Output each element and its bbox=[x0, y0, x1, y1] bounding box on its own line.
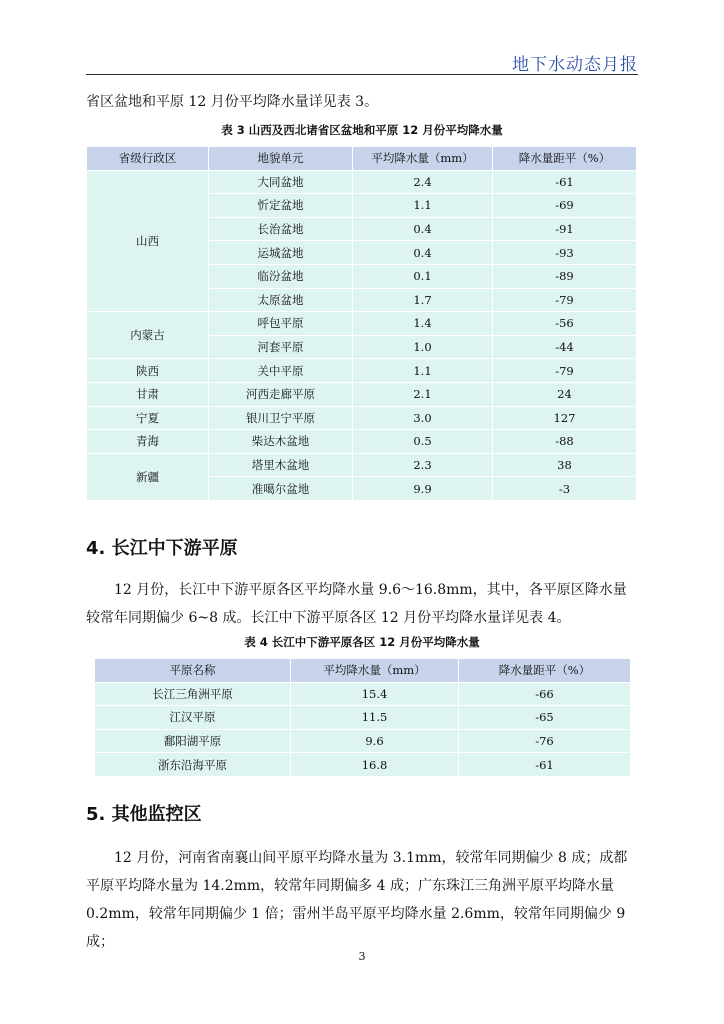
table4-header-row bbox=[95, 659, 631, 683]
province-cell: 宁夏 bbox=[87, 406, 209, 430]
anomaly-cell: -61 bbox=[459, 753, 631, 777]
anomaly-cell: -79 bbox=[493, 288, 637, 312]
page-number: 3 bbox=[358, 950, 366, 963]
table3-caption: 表 3 山西及西北诸省区盆地和平原 12 月份平均降水量 bbox=[221, 123, 503, 137]
table-row bbox=[95, 706, 631, 730]
anomaly-cell: -69 bbox=[493, 194, 637, 218]
column-header: 降水量距平（%） bbox=[493, 147, 637, 171]
plain-name-cell: 浙东沿海平原 bbox=[95, 753, 291, 777]
anomaly-cell: -88 bbox=[493, 430, 637, 454]
anomaly-cell: 24 bbox=[493, 382, 637, 406]
plain-name-cell: 长江三角洲平原 bbox=[95, 682, 291, 706]
column-header: 平原名称 bbox=[95, 659, 291, 683]
anomaly-cell: -76 bbox=[459, 729, 631, 753]
section4-title: 4. 长江中下游平原 bbox=[86, 538, 238, 559]
anomaly-cell: 38 bbox=[493, 453, 637, 477]
table-row bbox=[95, 753, 631, 777]
intro-paragraph: 省区盆地和平原 12 月份平均降水量详见表 3。 bbox=[86, 94, 379, 110]
header-title: 地下水动态月报 bbox=[512, 55, 638, 75]
header-divider bbox=[86, 74, 638, 75]
precip-cell: 16.8 bbox=[291, 753, 459, 777]
table-row bbox=[87, 453, 637, 477]
column-header: 平均降水量（mm） bbox=[353, 147, 493, 171]
unit-cell: 呼包平原 bbox=[209, 312, 353, 336]
precip-cell: 0.5 bbox=[353, 430, 493, 454]
precip-cell: 0.1 bbox=[353, 264, 493, 288]
province-cell: 内蒙古 bbox=[87, 312, 209, 359]
table3 bbox=[86, 146, 637, 501]
unit-cell: 临汾盆地 bbox=[209, 264, 353, 288]
precip-cell: 2.4 bbox=[353, 170, 493, 194]
precip-cell: 15.4 bbox=[291, 682, 459, 706]
table-row bbox=[87, 382, 637, 406]
section5-paragraph: 12 月份，河南省南襄山间平原平均降水量为 3.1mm，较常年同期偏少 8 成；成都平原平均降水量为 14.2mm，较常年同期偏多 4 成；广东珠江三角洲平原平均降水量 0.2mm，较常年同期偏少 1 倍；雷州半岛平原平均降水量 2.6mm，较常年同期偏少 9 成； bbox=[86, 850, 628, 950]
unit-cell: 塔里木盆地 bbox=[209, 453, 353, 477]
precip-cell: 3.0 bbox=[353, 406, 493, 430]
table-row bbox=[87, 406, 637, 430]
unit-cell: 银川卫宁平原 bbox=[209, 406, 353, 430]
unit-cell: 长治盆地 bbox=[209, 217, 353, 241]
anomaly-cell: -65 bbox=[459, 706, 631, 730]
precip-cell: 1.7 bbox=[353, 288, 493, 312]
unit-cell: 太原盆地 bbox=[209, 288, 353, 312]
column-header: 平均降水量（mm） bbox=[291, 659, 459, 683]
precip-cell: 9.9 bbox=[353, 477, 493, 501]
precip-cell: 1.1 bbox=[353, 194, 493, 218]
unit-cell: 河西走廊平原 bbox=[209, 382, 353, 406]
precip-cell: 11.5 bbox=[291, 706, 459, 730]
table-row bbox=[87, 170, 637, 194]
precip-cell: 0.4 bbox=[353, 241, 493, 265]
precip-cell: 0.4 bbox=[353, 217, 493, 241]
unit-cell: 准噶尔盆地 bbox=[209, 477, 353, 501]
precip-cell: 1.1 bbox=[353, 359, 493, 383]
table-row bbox=[95, 682, 631, 706]
table-row bbox=[95, 729, 631, 753]
plain-name-cell: 江汉平原 bbox=[95, 706, 291, 730]
table-row bbox=[87, 359, 637, 383]
precip-cell: 1.0 bbox=[353, 335, 493, 359]
section4-paragraph: 12 月份，长江中下游平原各区平均降水量 9.6～16.8mm，其中，各平原区降水量较常年同期偏少 6~8 成。长江中下游平原各区 12 月份平均降水量详见表 4。 bbox=[86, 582, 627, 626]
province-cell: 甘肃 bbox=[87, 382, 209, 406]
anomaly-cell: -93 bbox=[493, 241, 637, 265]
column-header: 地貌单元 bbox=[209, 147, 353, 171]
province-cell: 新疆 bbox=[87, 453, 209, 500]
anomaly-cell: -56 bbox=[493, 312, 637, 336]
unit-cell: 忻定盆地 bbox=[209, 194, 353, 218]
anomaly-cell: -61 bbox=[493, 170, 637, 194]
unit-cell: 大同盆地 bbox=[209, 170, 353, 194]
anomaly-cell: -79 bbox=[493, 359, 637, 383]
table4-caption: 表 4 长江中下游平原各区 12 月份平均降水量 bbox=[244, 635, 480, 649]
anomaly-cell: -91 bbox=[493, 217, 637, 241]
table3-header-row bbox=[87, 147, 637, 171]
province-cell: 山西 bbox=[87, 170, 209, 312]
precip-cell: 2.1 bbox=[353, 382, 493, 406]
unit-cell: 河套平原 bbox=[209, 335, 353, 359]
table4 bbox=[94, 658, 631, 777]
anomaly-cell: -66 bbox=[459, 682, 631, 706]
anomaly-cell: 127 bbox=[493, 406, 637, 430]
table-row bbox=[87, 312, 637, 336]
section5-title: 5. 其他监控区 bbox=[86, 804, 202, 825]
unit-cell: 关中平原 bbox=[209, 359, 353, 383]
province-cell: 陕西 bbox=[87, 359, 209, 383]
unit-cell: 运城盆地 bbox=[209, 241, 353, 265]
anomaly-cell: -89 bbox=[493, 264, 637, 288]
precip-cell: 1.4 bbox=[353, 312, 493, 336]
column-header: 降水量距平（%） bbox=[459, 659, 631, 683]
province-cell: 青海 bbox=[87, 430, 209, 454]
precip-cell: 2.3 bbox=[353, 453, 493, 477]
anomaly-cell: -44 bbox=[493, 335, 637, 359]
column-header: 省级行政区 bbox=[87, 147, 209, 171]
table-row bbox=[87, 430, 637, 454]
anomaly-cell: -3 bbox=[493, 477, 637, 501]
unit-cell: 柴达木盆地 bbox=[209, 430, 353, 454]
plain-name-cell: 鄱阳湖平原 bbox=[95, 729, 291, 753]
precip-cell: 9.6 bbox=[291, 729, 459, 753]
